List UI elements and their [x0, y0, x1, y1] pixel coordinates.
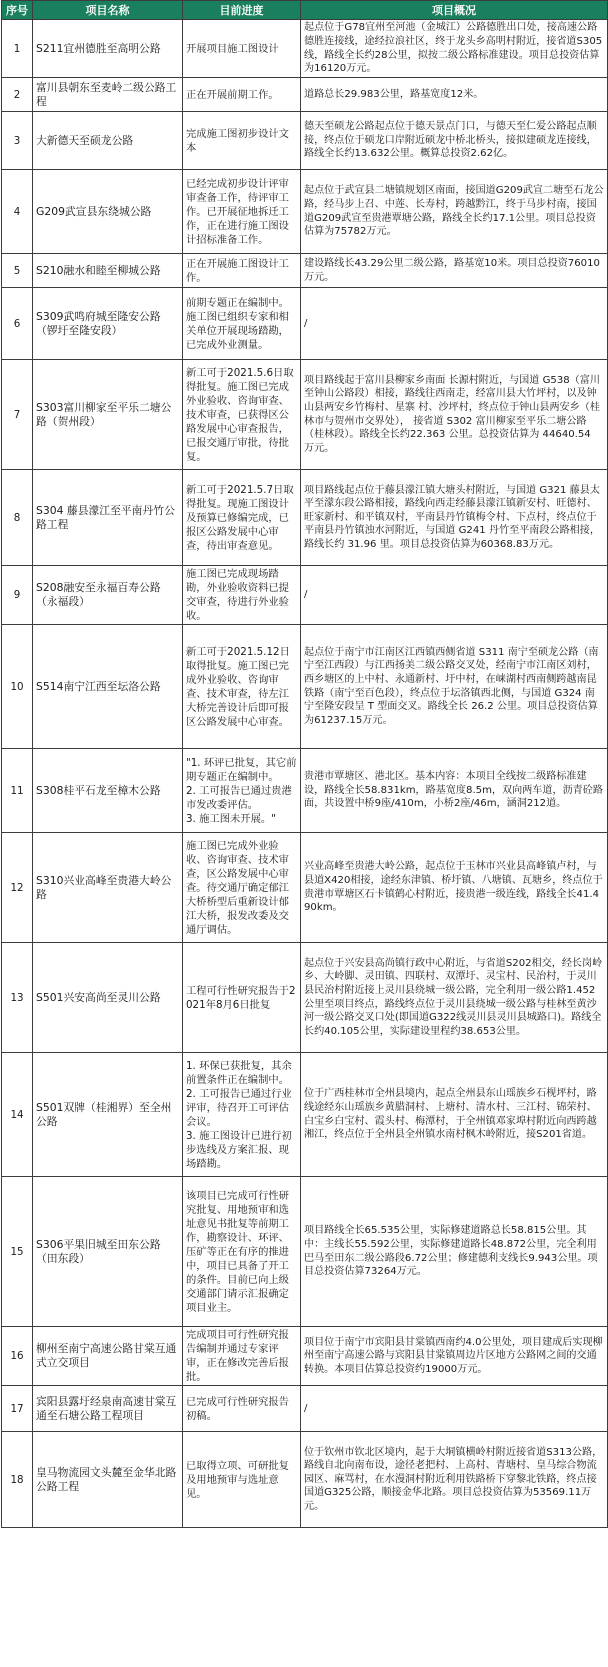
header-progress: 目前进度 [183, 1, 301, 20]
row-no: 2 [2, 78, 33, 112]
row-summary: 起点位于武宣县二塘镇规划区南面，接国道G209武宣二塘至石龙公路，经马步上召、中莲、长寿村，跨越黔江，终于马步村南，接国道G209武宣至贵港覃塘公路，路线全长约17.1公里。项目总投资估算为75782万元。 [301, 170, 608, 254]
table-row [2, 1432, 608, 1528]
row-no: 15 [2, 1177, 33, 1327]
table-row [2, 1177, 608, 1327]
row-summary: 起点位于G78宜州至河池（金城江）公路德胜出口处，接高速公路德胜连接线，途经拉浪社区，终于龙头乡高明村附近，接省道S305线，路线全长约28公里，拟按二级公路标准建设。项目总投资估算为16120万元。 [301, 20, 608, 78]
row-project-name: 大新德天至硕龙公路 [33, 112, 183, 170]
table-row [2, 1053, 608, 1177]
row-progress: 正在开展前期工作。 [183, 78, 301, 112]
table-row [2, 1327, 608, 1386]
row-project-name: S514南宁江西至坛洛公路 [33, 625, 183, 749]
row-summary: 起点位于南宁市江南区江西镇西侧省道 S311 南宁至硕龙公路（南宁至江西段）与江西扬美二级公路交叉处，经南宁市江南区刘村，西乡塘区的上中村、永通新村、圩中村，在崃湖村西南侧跨越南昆铁路（南宁至百色段），终点位于坛洛镇西北侧，与国道 G324 南宁至隆安段呈 T 型面交叉。路线全长 26.2 公里。项目总投资估算为61237.15万元。 [301, 625, 608, 749]
row-summary: / [301, 566, 608, 625]
row-no: 11 [2, 749, 33, 833]
table-row [2, 170, 608, 254]
row-project-name: 皇马物流园文头麓至金华北路公路工程 [33, 1432, 183, 1528]
row-project-name: G209武宣县东绕城公路 [33, 170, 183, 254]
row-progress: 施工图已完成外业验收、咨询审查、技术审查，区公路发展中心审查。待交通厅确定郁江大桥桥型后重新设计郁江大桥，报发改委及交通厅调估。 [183, 833, 301, 943]
row-no: 16 [2, 1327, 33, 1386]
row-no: 10 [2, 625, 33, 749]
row-summary: 兴业高峰至贵港大岭公路，起点位于玉林市兴业县高峰镇卢村，与县道X420相接，途经东津镇、桥圩镇、八塘镇、瓦塘乡，终点位于贵港市覃塘区石卡镇鹤心村附近，接贵港一级连线，路线全长41.490km。 [301, 833, 608, 943]
row-progress: 开展项目施工图设计 [183, 20, 301, 78]
row-project-name: S304 藤县濛江至平南丹竹公路工程 [33, 470, 183, 566]
row-project-name: 柳州至南宁高速公路甘棠互通式立交项目 [33, 1327, 183, 1386]
row-project-name: S501双牌（桂湘界）至全州公路 [33, 1053, 183, 1177]
row-progress: 已经完成初步设计评审审查备工作，待评审工作。已开展征地拆迁工作，正在进行施工图设计招标准备工作。 [183, 170, 301, 254]
header-no: 序号 [2, 1, 33, 20]
row-summary: 项目路线起于富川县柳家乡南面 长源村附近，与国道 G538（富川至钟山公路段）相接，路线往西南走，经富川县大竹坪村，以及钟山县两安乡竹梅村、星寨 村、沙坪村，终点位于钟山县两安乡（桂林市与贺州市交界处）， 接省道 S302 富川柳家至平乐二塘公路（桂林段）。路线全长约22.363 公里。总投资估算为 44640.54 万元。 [301, 360, 608, 470]
row-project-name: S501兴安高尚至灵川公路 [33, 943, 183, 1053]
row-summary: 位于广西桂林市全州县境内，起点全州县东山瑶族乡石枧坪村，路线途经东山瑶族乡黄腊洞村、上塘村、清水村、三江村、锦荣村、白宝乡白宝村、霞头村、梅潭村，于全州镇邓家埠村附近向西跨越湘江，终点位于全州县全州镇水南村枫木岭附近，接S201省道。 [301, 1053, 608, 1177]
table-row [2, 112, 608, 170]
row-no: 7 [2, 360, 33, 470]
row-summary: 贵港市覃塘区、港北区。基本内容：本项目全线按二级路标准建设，路线全长58.831km，路基宽度8.5m，双向两车道，沥青砼路面，共设置中桥9座/410m，小桥2座/46m，涵洞212道。 [301, 749, 608, 833]
row-no: 6 [2, 288, 33, 360]
table-row [2, 566, 608, 625]
row-no: 12 [2, 833, 33, 943]
row-progress: 新工可于2021.5.6日取得批复。施工图已完成外业验收、咨询审查、技术审查，已获得区公路发展中心审查报告，已报交通厅审批，待批复。 [183, 360, 301, 470]
row-progress: 正在开展施工图设计工作。 [183, 254, 301, 288]
row-project-name: S306平果旧城至田东公路（田东段） [33, 1177, 183, 1327]
row-project-name: S211宜州德胜至高明公路 [33, 20, 183, 78]
header-project-name: 项目名称 [33, 1, 183, 20]
row-no: 17 [2, 1386, 33, 1432]
table-row [2, 1386, 608, 1432]
row-no: 18 [2, 1432, 33, 1528]
row-summary: 建设路线长43.29公里二级公路，路基宽10米。项目总投资76010 万元。 [301, 254, 608, 288]
table-row [2, 78, 608, 112]
row-no: 8 [2, 470, 33, 566]
table-row [2, 360, 608, 470]
row-progress: 已完成可行性研究报告初稿。 [183, 1386, 301, 1432]
row-progress: 新工可于2021.5.12日取得批复。施工图已完成外业验收、咨询审查、技术审查，待左江大桥完善设计后即可报区公路发展中心审查。 [183, 625, 301, 749]
table-row [2, 625, 608, 749]
row-no: 1 [2, 20, 33, 78]
row-no: 4 [2, 170, 33, 254]
row-no: 14 [2, 1053, 33, 1177]
row-summary: / [301, 288, 608, 360]
row-summary: 道路总长29.983公里，路基宽度12米。 [301, 78, 608, 112]
row-progress: 前期专题正在编制中。施工图已组织专家和相关单位开展现场踏勘，已完成外业测量。 [183, 288, 301, 360]
row-progress: 该项目已完成可行性研究批复、用地预审和选址意见书批复等前期工作，勘察设计、环评、压矿等正在有序的推进中，项目已具备了开工的条件。目前已向上级交通部门请示汇报确定项目业主。 [183, 1177, 301, 1327]
table-header-row [2, 1, 608, 20]
row-no: 13 [2, 943, 33, 1053]
row-project-name: S309武鸣府城至隆安公路（锣圩至隆安段） [33, 288, 183, 360]
row-progress: 完成项目可行性研究报告编制并通过专家评审，正在修改完善后报批。 [183, 1327, 301, 1386]
row-no: 3 [2, 112, 33, 170]
row-progress: 施工图已完成现场踏勘，外业验收资料已提交审查，待进行外业验收。 [183, 566, 301, 625]
row-progress: "1. 环评已批复，其它前期专题正在编制中。 2. 工可报告已通过贵港市发改委评估。 3. 施工图未开展。" [183, 749, 301, 833]
row-project-name: S303富川柳家至平乐二塘公路（贺州段） [33, 360, 183, 470]
row-summary: 起点位于兴安县高尚镇行政中心附近，与省道S202相交，经长岗岭乡、大岭脚、灵田镇、四联村、双潭圩、灵宝村、民治村，于灵川县民治村附近接上灵川县绕城一级公路，完全利用一级公路1.452公里至项目终点，路线终点位于灵川县绕城一级公路与桂林至黄沙河一级公路交叉口处(即国道G322线灵川县灵川县城路口)。路线全长约40.105公里，实际建设里程约38.653公里。 [301, 943, 608, 1053]
row-summary: 项目位于南宁市宾阳县甘棠镇西南约4.0公里处，项目建成后实现柳州至南宁高速公路与宾阳县甘棠镇周边片区地方公路网之间的交通转换。本项目估算总投资约19000万元。 [301, 1327, 608, 1386]
row-project-name: S308桂平石龙至樟木公路 [33, 749, 183, 833]
table-row [2, 254, 608, 288]
row-summary: 项目路线起点位于藤县濛江镇大塘头村附近，与国道 G321 藤县太平至濛东段公路相接，路线向西走经藤县濛江镇新安村、旺德村、旺家新村、和平镇双村，平南县丹竹镇梅令村、下点村，终点位于平南县丹竹镇浊水河附近，与国道 G241 丹竹至平南段公路相接，路线长约 31.96 里。项目总投资估算为60368.83万元。 [301, 470, 608, 566]
table-row [2, 470, 608, 566]
row-progress: 1. 环保已获批复，其余前置条件正在编制中。 2. 工可报告已通过行业评审，待召开工可评估会议。 3. 施工图设计已进行初步选线及方案汇报、现场踏勘。 [183, 1053, 301, 1177]
row-progress: 工程可行性研究报告于2021年8月6日批复 [183, 943, 301, 1053]
row-no: 9 [2, 566, 33, 625]
table-row [2, 20, 608, 78]
table-row [2, 749, 608, 833]
row-progress: 已取得立项、可研批复及用地预审与选址意见。 [183, 1432, 301, 1528]
header-summary: 项目概况 [301, 1, 608, 20]
row-summary: 位于钦州市钦北区境内，起于大垌镇横岭村附近接省道S313公路，路线自北向南布设，途径老把村、上高村、青塘村、皇马综合物流园区、麻骂村，在水漫洞村附近利用铁路桥下穿黎北铁路，终点接国道G325公路，顺接金华北路。项目总投资估算为53569.11万元。 [301, 1432, 608, 1528]
row-summary: 德天至硕龙公路起点位于德天景点门口，与德天至仁爱公路起点顺接，终点位于硕龙口岸附近硕龙中桥北桥头，接拟建硕龙连接线，路线全长约13.632公里。概算总投资2.62亿。 [301, 112, 608, 170]
row-summary: / [301, 1386, 608, 1432]
table-row [2, 833, 608, 943]
row-project-name: 富川县朝东至麦岭二级公路工程 [33, 78, 183, 112]
row-project-name: S208融安至永福百寿公路（永福段） [33, 566, 183, 625]
table-row [2, 288, 608, 360]
row-no: 5 [2, 254, 33, 288]
row-project-name: S210融水和睦至柳城公路 [33, 254, 183, 288]
project-table [1, 0, 608, 1528]
row-project-name: S310兴业高峰至贵港大岭公路 [33, 833, 183, 943]
row-summary: 项目路线全长65.535公里，实际修建道路总长58.815公里。其中：主线长55.592公里，实际修建道路长48.872公里，完全利用巴马至田东二级公路段6.72公里；修建德利支线长9.943公里。项目总投资估算73264万元。 [301, 1177, 608, 1327]
row-progress: 新工可于2021.5.7日取得批复。现施工图设计及预算已修编完成，已报区公路发展中心审查，待出审查意见。 [183, 470, 301, 566]
row-progress: 完成施工图初步设计文本 [183, 112, 301, 170]
table-row [2, 943, 608, 1053]
row-project-name: 宾阳县露圩经泉南高速甘棠互通至石塘公路工程项目 [33, 1386, 183, 1432]
